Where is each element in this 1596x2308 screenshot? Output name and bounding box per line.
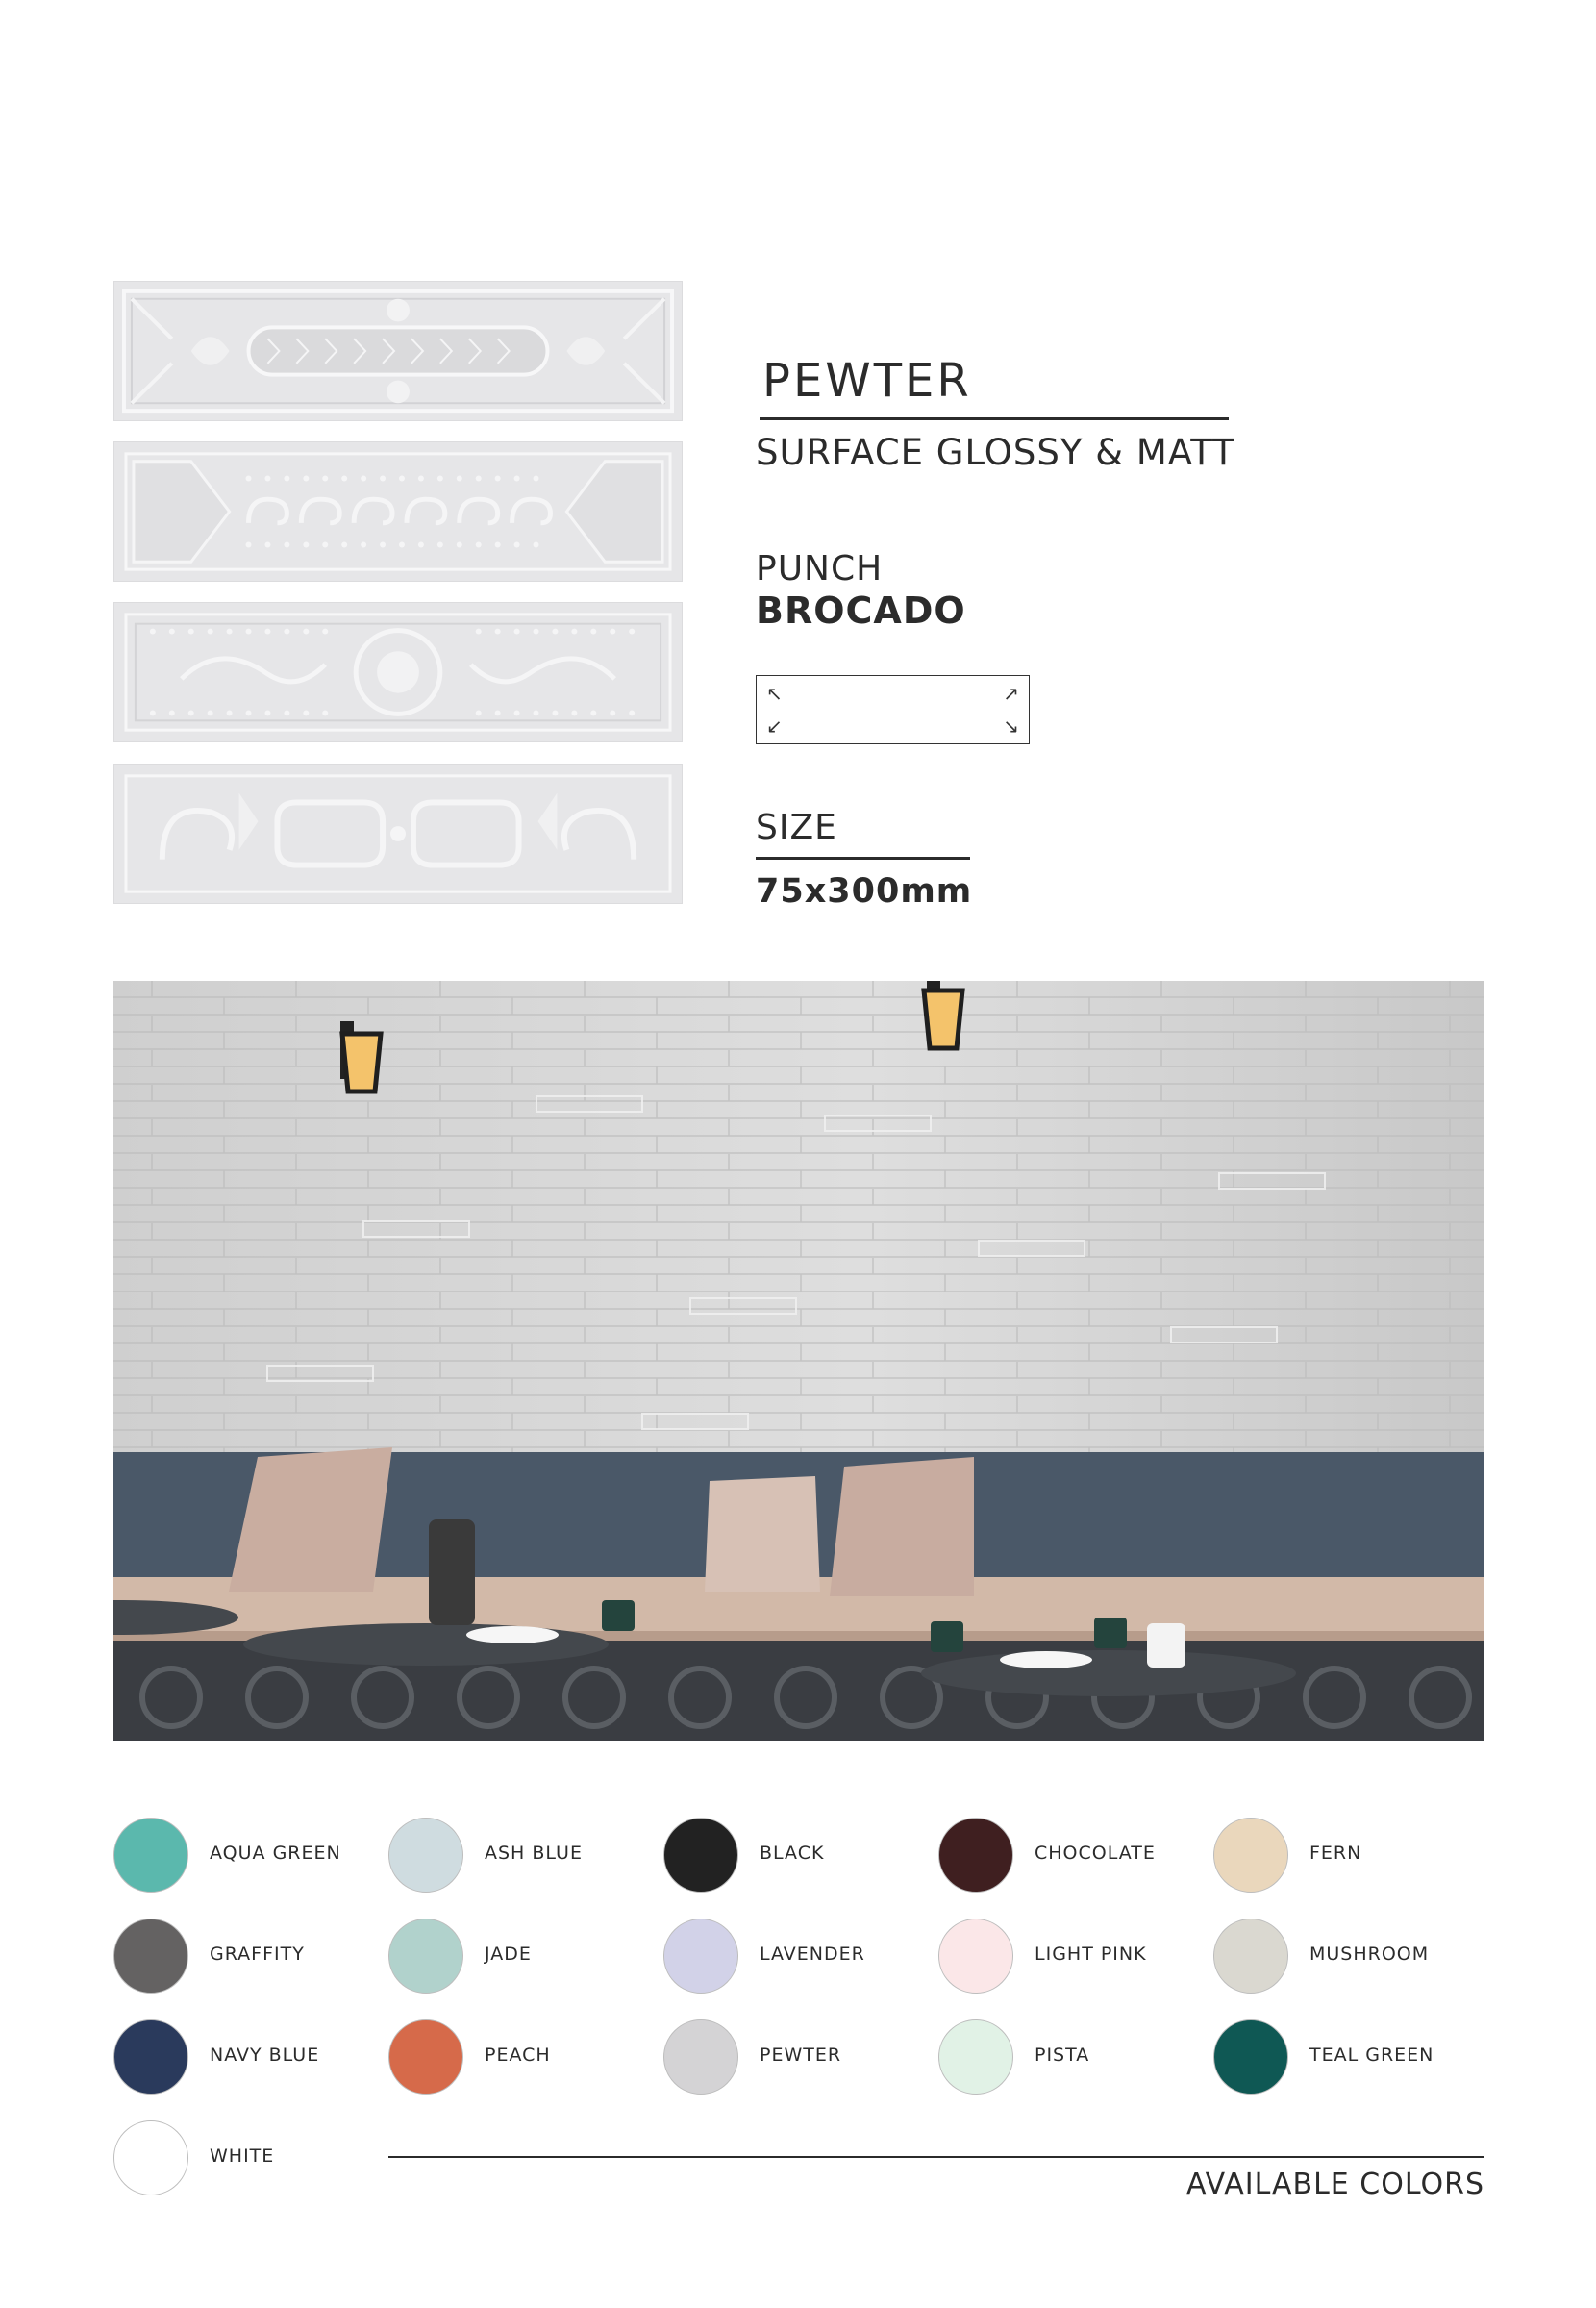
swatch-jade — [388, 1919, 658, 1995]
size-diagram — [756, 675, 1030, 744]
swatch-circle — [663, 1919, 738, 1994]
product-name-underline — [760, 417, 1229, 420]
arrow-sw-icon: ↙ — [766, 715, 783, 738]
swatch-label: FERN — [1309, 1843, 1362, 1864]
series-name: BROCADO — [756, 590, 966, 632]
swatch-circle — [388, 1919, 463, 1994]
swatch-circle — [113, 1919, 188, 1994]
swatch-circle — [388, 2020, 463, 2095]
swatch-circle — [388, 1818, 463, 1893]
swatch-pista — [938, 2020, 1208, 2096]
swatch-label: PISTA — [1035, 2045, 1090, 2066]
swatch-label: PEACH — [485, 2045, 551, 2066]
swatch-white — [113, 2120, 383, 2197]
available-colors-label: AVAILABLE COLORS — [1186, 2168, 1484, 2201]
size-value: 75x300mm — [756, 872, 973, 911]
swatch-peach — [388, 2020, 658, 2096]
swatch-circle — [1213, 1818, 1288, 1893]
swatch-teal-green — [1213, 2020, 1483, 2096]
tile-sample-4 — [113, 764, 683, 904]
swatch-circle — [1213, 1919, 1288, 1994]
swatch-label: GRAFFITY — [210, 1944, 305, 1965]
surface-finish: SURFACE GLOSSY & MATT — [756, 432, 1235, 473]
swatch-label: MUSHROOM — [1309, 1944, 1430, 1965]
product-name: PEWTER — [762, 354, 972, 408]
series-label: PUNCH — [756, 549, 884, 589]
swatch-label: PEWTER — [760, 2045, 842, 2066]
tile-pattern-cartouche — [114, 765, 682, 903]
size-label: SIZE — [756, 808, 837, 847]
swatch-pewter — [663, 2020, 933, 2096]
swatch-label: LIGHT PINK — [1035, 1944, 1147, 1965]
arrow-ne-icon: ↗ — [1003, 682, 1019, 705]
wall-lamp-icon — [340, 1021, 381, 1091]
swatch-label: ASH BLUE — [485, 1843, 583, 1864]
swatch-circle — [938, 2020, 1013, 2095]
wall-lamp-icon — [924, 981, 962, 1048]
swatch-chocolate — [938, 1818, 1208, 1894]
swatch-mushroom — [1213, 1919, 1483, 1995]
swatch-circle — [663, 1818, 738, 1893]
swatch-circle — [113, 2120, 188, 2195]
swatch-circle — [113, 1818, 188, 1893]
swatch-label: BLACK — [760, 1843, 825, 1864]
room-scene-illustration — [113, 981, 1484, 1741]
tile-sample-1 — [113, 281, 683, 421]
arrow-nw-icon: ↖ — [766, 682, 783, 705]
tile-pattern-scrolls — [114, 442, 682, 581]
tile-pattern-medallion — [114, 603, 682, 741]
available-colors-rule — [388, 2156, 1484, 2158]
swatch-circle — [113, 2020, 188, 2095]
room-scene-image — [113, 981, 1484, 1741]
swatch-circle — [938, 1818, 1013, 1893]
swatch-label: AQUA GREEN — [210, 1843, 341, 1864]
swatch-graffity — [113, 1919, 383, 1995]
tile-sample-2 — [113, 441, 683, 582]
swatch-black — [663, 1818, 933, 1894]
swatch-label: JADE — [485, 1944, 532, 1965]
size-underline — [756, 857, 970, 860]
swatch-label: WHITE — [210, 2145, 275, 2167]
swatch-label: CHOCOLATE — [1035, 1843, 1156, 1864]
tile-sample-3 — [113, 602, 683, 742]
swatch-light-pink — [938, 1919, 1208, 1995]
swatch-label: NAVY BLUE — [210, 2045, 320, 2066]
swatch-circle — [663, 2020, 738, 2095]
swatch-navy-blue — [113, 2020, 383, 2096]
arrow-se-icon: ↘ — [1003, 715, 1019, 738]
swatch-label: TEAL GREEN — [1309, 2045, 1434, 2066]
swatch-aqua-green — [113, 1818, 383, 1894]
swatch-ash-blue — [388, 1818, 658, 1894]
swatch-circle — [1213, 2020, 1288, 2095]
swatch-label: LAVENDER — [760, 1944, 865, 1965]
swatch-lavender — [663, 1919, 933, 1995]
tile-pattern-oval — [114, 282, 682, 420]
swatch-circle — [938, 1919, 1013, 1994]
swatch-fern — [1213, 1818, 1483, 1894]
